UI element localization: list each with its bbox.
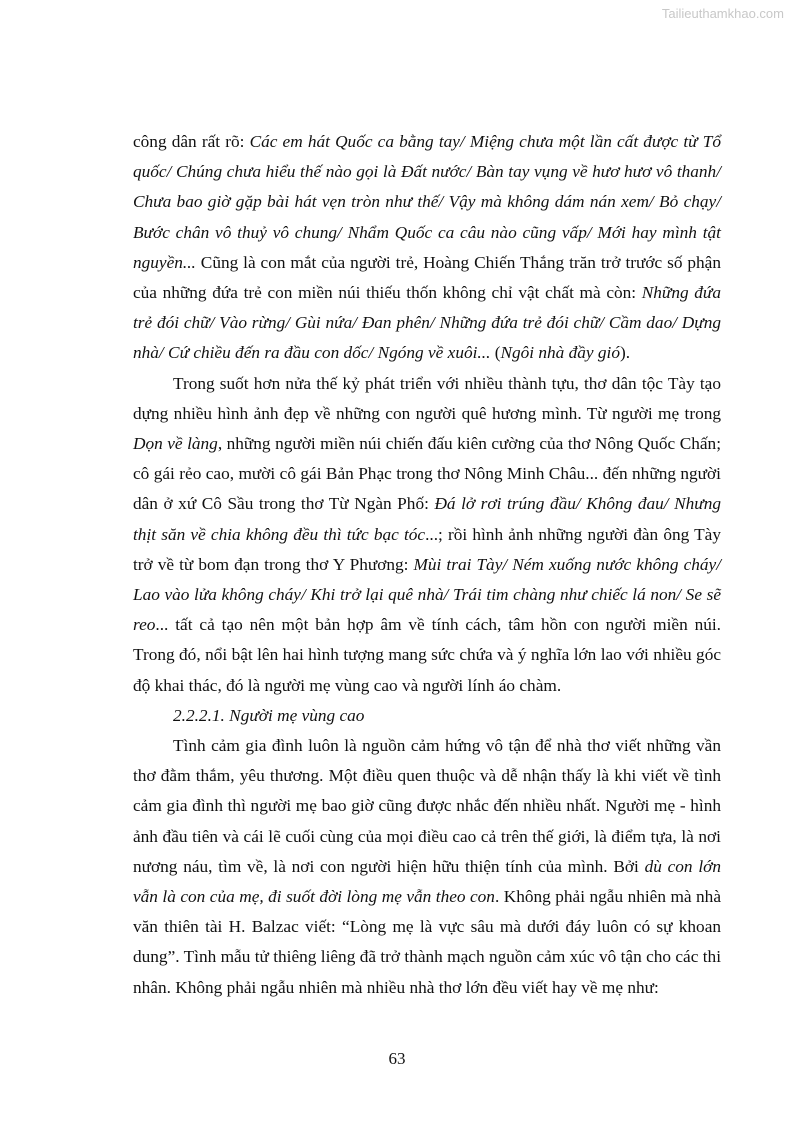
watermark: Tailieuthamkhao.com xyxy=(661,6,784,21)
paragraph-1: công dân rất rõ: Các em hát Quốc ca bằng tay/ Miệng chưa một lần cất được từ Tổ quốc/ Chúng chưa hiểu thế nào gọi là Đất nước/ Bàn tay vụng về hươ hươ vô thanh/ Chưa bao giờ gặp bài hát vẹn tròn như thế/ Vậy mà không dám nán xem/ Bỏ chạy/ Bước chân vô thuỷ vô chung/ Nhẩm Quốc ca câu nào cũng vấp/ Mới hay mình tật nguyền... Cũng là con mắt của người trẻ, Hoàng Chiến Thắng trăn trở trước số phận của những đứa trẻ con miền núi thiếu thốn không chỉ vật chất mà còn: Những đứa trẻ đói chữ/ Vào rừng/ Gùi nứa/ Đan phên/ Những đứa trẻ đói chữ/ Cầm dao/ Dựng nhà/ Cứ chiều đến ra đầu con dốc/ Ngóng về xuôi... (Ngôi nhà đầy gió). xyxy=(133,132,721,363)
page-number: 63 xyxy=(388,1049,406,1068)
section-subheading: 2.2.2.1. Người mẹ vùng cao xyxy=(173,705,365,725)
paragraph-2: Trong suốt hơn nửa thế kỷ phát triển với nhiều thành tựu, thơ dân tộc Tày tạo dựng nhiều hình ảnh đẹp về những con người quê hương mình. Từ người mẹ trong Dọn về làng, những người miền núi chiến đấu kiên cường của thơ Nông Quốc Chấn; cô gái rẻo cao, mười cô gái Bản Phạc trong thơ Nông Minh Châu... đến những người dân ở xứ Cô Sầu trong thơ Từ Ngàn Phố: Đá lở rơi trúng đầu/ Không đau/ Nhưng thịt săn về chia không đều thì tức bạc tóc...; rồi hình ảnh những người đàn ông Tày trở về từ bom đạn trong thơ Y Phương: Mùi trai Tày/ Ném xuống nước không cháy/ Lao vào lửa không cháy/ Khi trở lại quê nhà/ Trái tim chàng như chiếc lá non/ Se sẽ reo... tất cả tạo nên một bản hợp âm về tính cách, tâm hồn con người miền núi. Trong đó, nổi bật lên hai hình tượng mang sức chứa và ý nghĩa lớn lao với nhiều góc độ khai thác, đó là người mẹ vùng cao và người lính áo chàm. xyxy=(133,373,722,695)
page-body xyxy=(133,127,721,1003)
paragraph-3: Tình cảm gia đình luôn là nguồn cảm hứng vô tận để nhà thơ viết những vần thơ đằm thắm, yêu thương. Một điều quen thuộc và dễ nhận thấy là khi viết về tình cảm gia đình thì người mẹ bao giờ cũng được nhắc đến nhiều nhất. Người mẹ - hình ảnh đầu tiên và cái lẽ cuối cùng của mọi điều cao cả trên thế giới, là điểm tựa, là nơi nương náu, tìm về, là nơi con người hiện hữu thiện tính của mình. Bởi dù con lớn vẫn là con của mẹ, đi suốt đời lòng mẹ vẫn theo con. Không phải ngẫu nhiên mà nhà văn thiên tài H. Balzac viết: “Lòng mẹ là vực sâu mà dưới đáy luôn có sự khoan dung”. Tình mẫu tử thiêng liêng đã trở thành mạch nguồn cảm xúc vô tận cho các thi nhân. Không phải ngẫu nhiên mà nhiều nhà thơ lớn đều viết hay về mẹ như: xyxy=(133,736,721,997)
